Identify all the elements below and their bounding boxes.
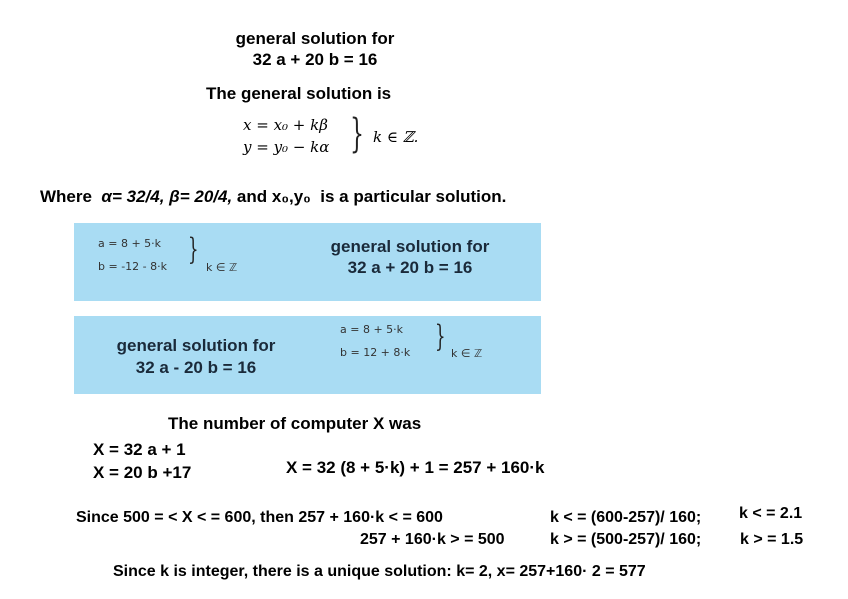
lower-inequality: 257 + 160·k > = 500 xyxy=(360,531,505,548)
box1-a-equation: a = 8 + 5·k xyxy=(98,237,162,250)
computers-substitution: X = 32 (8 + 5·k) + 1 = 257 + 160·k xyxy=(286,458,545,477)
box2-title-line1: general solution for xyxy=(116,336,276,355)
box2-a-equation: a = 8 + 5·k xyxy=(340,323,404,336)
general-solution-heading: The general solution is xyxy=(206,84,392,103)
since-line: Since 500 = < X < = 600, then 257 + 160·k < = 600 xyxy=(76,509,443,526)
computers-heading: The number of computer X was xyxy=(168,414,422,433)
conclusion: Since k is integer, there is a unique solution: k= 2, x= 257+160· 2 = 577 xyxy=(113,563,646,580)
beta-def: β= 20/4, xyxy=(169,187,233,206)
box1-k-domain: k ∈ ℤ xyxy=(206,261,238,274)
box1-b-equation: b = -12 - 8·k xyxy=(98,260,167,273)
alpha-def: α= 32/4, xyxy=(101,187,165,206)
box1-title-line1: general solution for xyxy=(330,237,490,256)
k-lower-result: k > = 1.5 xyxy=(740,531,804,548)
x0y0-text: and x₀,y₀ xyxy=(236,187,311,206)
title-line2: 32 a + 20 b = 16 xyxy=(252,50,378,69)
box2-b-equation: b = 12 + 8·k xyxy=(340,346,411,359)
formula-x-equation: x = x₀ + kβ xyxy=(243,116,328,134)
formula-brace: } xyxy=(350,111,364,157)
formula-y-equation: y = y₀ − kα xyxy=(243,138,330,156)
title-line1: general solution for xyxy=(235,29,395,48)
box2-brace: } xyxy=(435,319,446,354)
box2-title-line2: 32 a - 20 b = 16 xyxy=(135,358,257,377)
where-line xyxy=(40,187,506,207)
box2-k-domain: k ∈ ℤ xyxy=(451,347,483,360)
k-lower-calc: k > = (500-257)/ 160; xyxy=(550,531,702,548)
box1-title-line2: 32 a + 20 b = 16 xyxy=(347,258,473,277)
where-prefix: Where xyxy=(40,187,92,206)
k-upper-result: k < = 2.1 xyxy=(739,505,803,522)
box1-brace: } xyxy=(188,232,199,267)
k-upper-calc: k < = (600-257)/ 160; xyxy=(550,509,702,526)
formula-k-domain: k ∈ ℤ. xyxy=(373,128,419,146)
computers-eq2: X = 20 b +17 xyxy=(93,463,192,482)
computers-eq1: X = 32 a + 1 xyxy=(93,440,186,459)
where-suffix: is a particular solution. xyxy=(320,187,507,206)
